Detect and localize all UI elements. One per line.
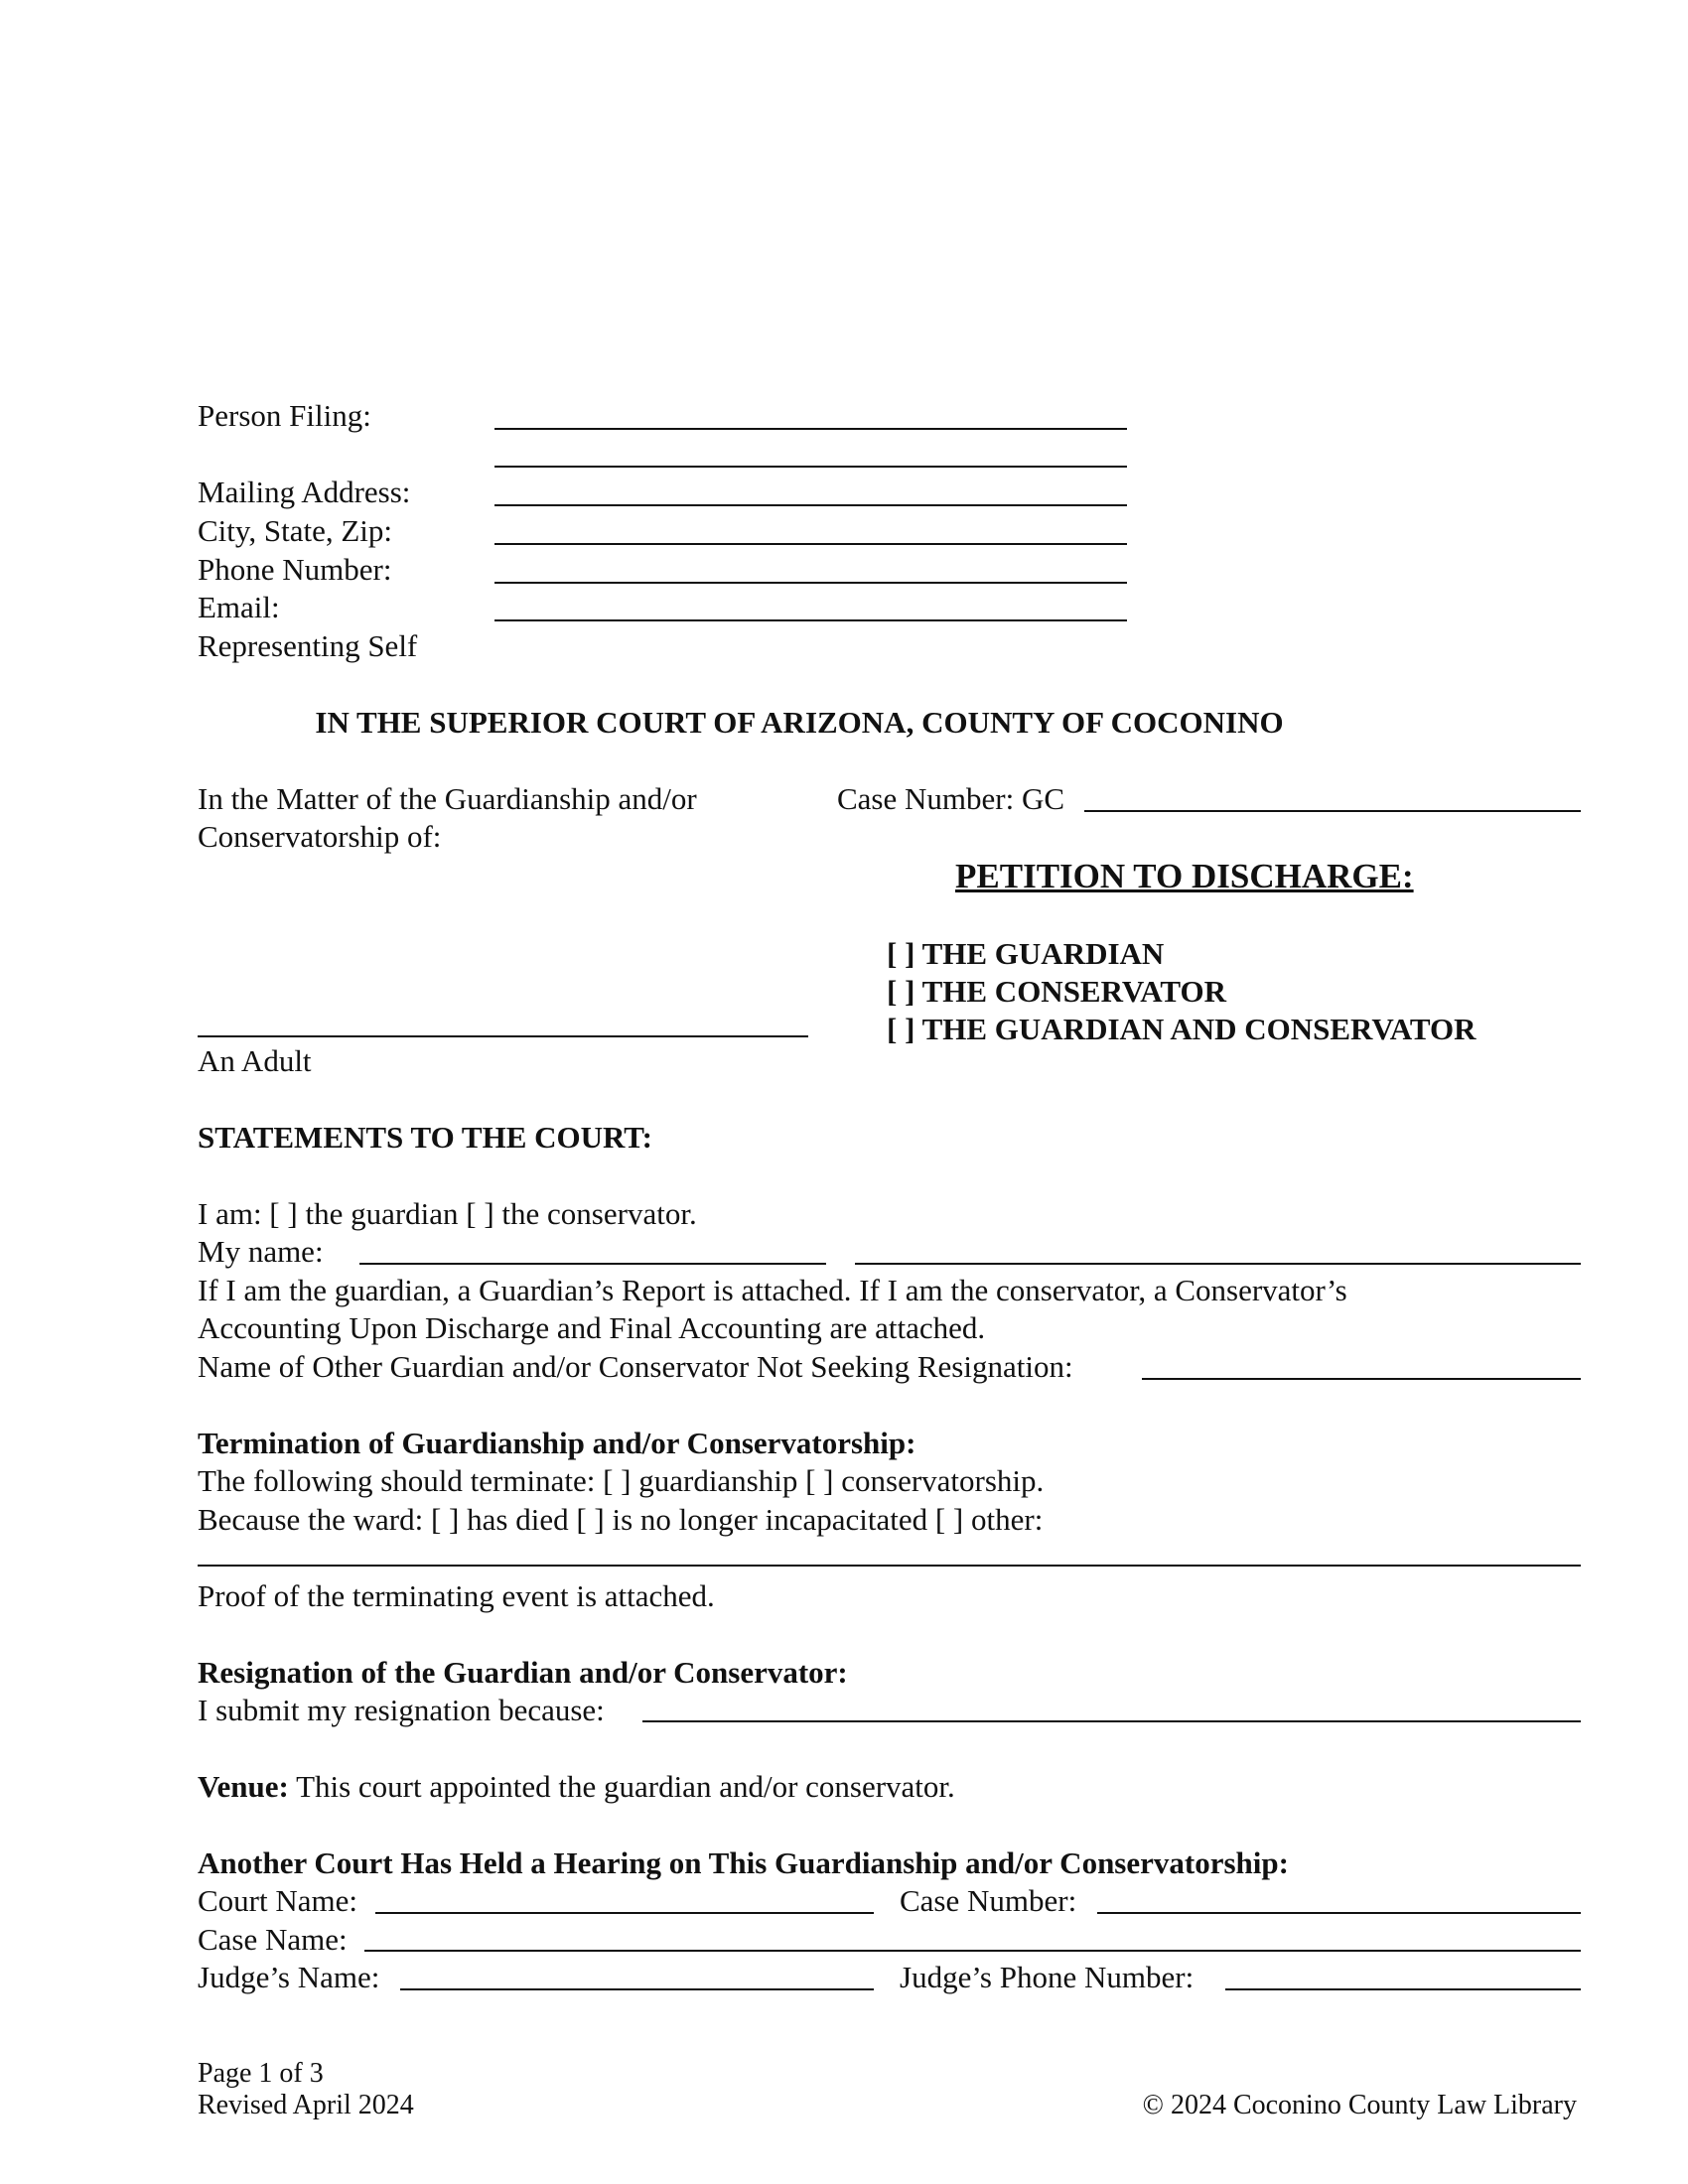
another-court-heading: Another Court Has Held a Hearing on This Guardianship and/or Conservatorship: (198, 1845, 1289, 1880)
case-number-field[interactable] (1084, 810, 1581, 812)
court-name-label: Court Name: (198, 1883, 357, 1918)
judge-phone-label: Judge’s Phone Number: (900, 1960, 1195, 1994)
termination-heading: Termination of Guardianship and/or Conservatorship: (198, 1426, 916, 1460)
other-guardian-field[interactable] (1142, 1378, 1581, 1380)
other-guardian-label: Name of Other Guardian and/or Conservator Not Seeking Resignation: (198, 1349, 1073, 1384)
city-state-zip-label: City, State, Zip: (198, 513, 393, 548)
court-name-field[interactable] (375, 1912, 874, 1914)
resignation-field[interactable] (642, 1720, 1581, 1722)
party-designation: An Adult (198, 1043, 312, 1078)
judge-name-field[interactable] (400, 1988, 874, 1990)
revised-date: Revised April 2024 (198, 2090, 414, 2120)
mailing-address-label: Mailing Address: (198, 475, 411, 509)
matter-line-2: Conservatorship of: (198, 819, 442, 854)
document-title: PETITION TO DISCHARGE: (955, 857, 1414, 895)
my-name-field[interactable] (359, 1263, 826, 1265)
matter-line-1: In the Matter of the Guardianship and/or (198, 781, 697, 816)
termination-line-1[interactable]: The following should terminate: [ ] guardianship [ ] conservatorship. (198, 1463, 1045, 1498)
email-label: Email: (198, 590, 280, 624)
copyright-notice: © 2024 Coconino County Law Library (1142, 2090, 1577, 2120)
my-name-field-2[interactable] (855, 1263, 1581, 1265)
case-name-field[interactable] (364, 1950, 1581, 1952)
resignation-label: I submit my resignation because: (198, 1693, 605, 1727)
email-field[interactable] (494, 619, 1127, 621)
report-line-1: If I am the guardian, a Guardian’s Report is attached. If I am the conservator, a Conservator’s (198, 1273, 1347, 1307)
phone-number-field[interactable] (494, 582, 1127, 584)
phone-number-label: Phone Number: (198, 552, 392, 587)
report-line-2: Accounting Upon Discharge and Final Accounting are attached. (198, 1310, 986, 1345)
representing-self-label: Representing Self (198, 628, 418, 663)
option-guardian[interactable]: [ ] THE GUARDIAN (887, 936, 1165, 971)
statements-heading: STATEMENTS TO THE COURT: (198, 1120, 653, 1155)
person-filing-label: Person Filing: (198, 398, 371, 433)
ward-name-field[interactable] (198, 1035, 808, 1037)
venue-line (198, 1771, 955, 1802)
proof-line: Proof of the terminating event is attached. (198, 1578, 715, 1613)
my-name-label: My name: (198, 1234, 324, 1269)
venue-text: This court appointed the guardian and/or conservator. (288, 1769, 955, 1804)
judge-name-label: Judge’s Name: (198, 1960, 380, 1994)
person-filing-field-2[interactable] (494, 466, 1127, 468)
termination-other-field[interactable] (198, 1565, 1581, 1567)
termination-line-2[interactable]: Because the ward: [ ] has died [ ] is no longer incapacitated [ ] other: (198, 1502, 1044, 1537)
i-am-line[interactable]: I am: [ ] the guardian [ ] the conservator. (198, 1196, 697, 1231)
court-title: IN THE SUPERIOR COURT OF ARIZONA, COUNTY OF COCONINO (315, 705, 1284, 740)
page-number: Page 1 of 3 (198, 2058, 324, 2089)
judge-phone-field[interactable] (1225, 1988, 1581, 1990)
option-conservator[interactable]: [ ] THE CONSERVATOR (887, 974, 1226, 1009)
person-filing-field[interactable] (494, 428, 1127, 430)
other-case-number-field[interactable] (1097, 1912, 1581, 1914)
mailing-address-field[interactable] (494, 504, 1127, 506)
case-number-label: Case Number: GC (837, 781, 1065, 816)
option-guardian-and-conservator[interactable]: [ ] THE GUARDIAN AND CONSERVATOR (887, 1012, 1477, 1046)
case-name-label: Case Name: (198, 1922, 348, 1957)
venue-label: Venue: (198, 1769, 289, 1804)
city-state-zip-field[interactable] (494, 543, 1127, 545)
other-case-number-label: Case Number: (900, 1883, 1077, 1918)
resignation-heading: Resignation of the Guardian and/or Conservator: (198, 1655, 848, 1690)
